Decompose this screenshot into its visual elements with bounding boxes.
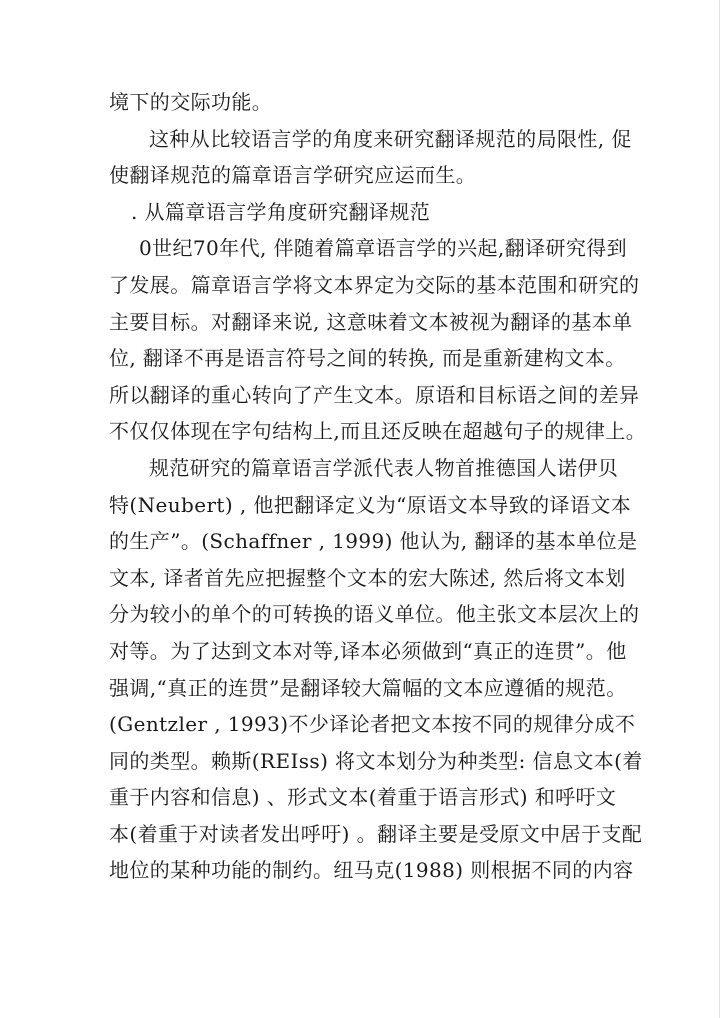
paragraph-start-line: 规范研究的篇章语言学派代表人物首推德国人诺伊贝 [149,455,619,480]
text-line: 位, 翻译不再是语言符号之间的转换, 而是重新建构文本。 [109,346,626,371]
text-line: 强调,“真正的连贯”是翻译较大篇幅的文本应遵循的规范。 [109,675,627,700]
text-line: 了发展。篇章语言学将文本界定为交际的基本范围和研究的 [109,272,640,297]
text-line: 地位的某种功能的制约。纽马克(1988) 则根据不同的内容 [109,858,634,883]
text-line: 主要目标。对翻译来说, 这意味着文本被视为翻译的基本单 [109,309,633,334]
text-line: 特(Neubert) , 他把翻译定义为“原语文本导致的译语文本 [109,492,632,517]
text-line: 同的类型。赖斯(REIss) 将文本划分为种类型: 信息文本(着 [109,748,643,773]
text-line: 所以翻译的重心转向了产生文本。原语和目标语之间的差异 [109,382,640,407]
text-line: 分为较小的单个的可转换的语义单位。他主张文本层次上的 [109,602,640,627]
text-line: 本(着重于对读者发出呼吁) 。翻译主要是受原文中居于支配 [109,821,643,846]
text-line: (Gentzler , 1993)不少译论者把文本按不同的规律分成不 [109,712,636,737]
text-line: 境下的交际功能。 [109,90,273,114]
text-line: 使翻译规范的篇章语言学研究应运而生。 [109,163,477,188]
body-text [109,84,647,889]
text-line: 重于内容和信息) 、形式文本(着重于语言形式) 和呼吁文 [109,785,617,810]
text-line: 文本, 译者首先应把握整个文本的宏大陈述, 然后将文本划 [109,565,626,590]
text-line: 不仅仅体现在字句结构上,而且还反映在超越句子的规律上。 [109,419,647,444]
text-line: 的生产”。(Schaffner , 1999) 他认为, 翻译的基本单位是 [109,529,638,554]
paragraph-start-line: 这种从比较语言学的角度来研究翻译规范的局限性, 促 [149,126,632,151]
paragraph-start-line: 0世纪70年代, 伴随着篇章语言学的兴起,翻译研究得到 [139,236,628,261]
text-line: 对等。为了达到文本对等,译本必须做到“真正的连贯”。他 [109,638,627,663]
section-heading: . 从篇章语言学角度研究翻译规范 [131,199,431,224]
